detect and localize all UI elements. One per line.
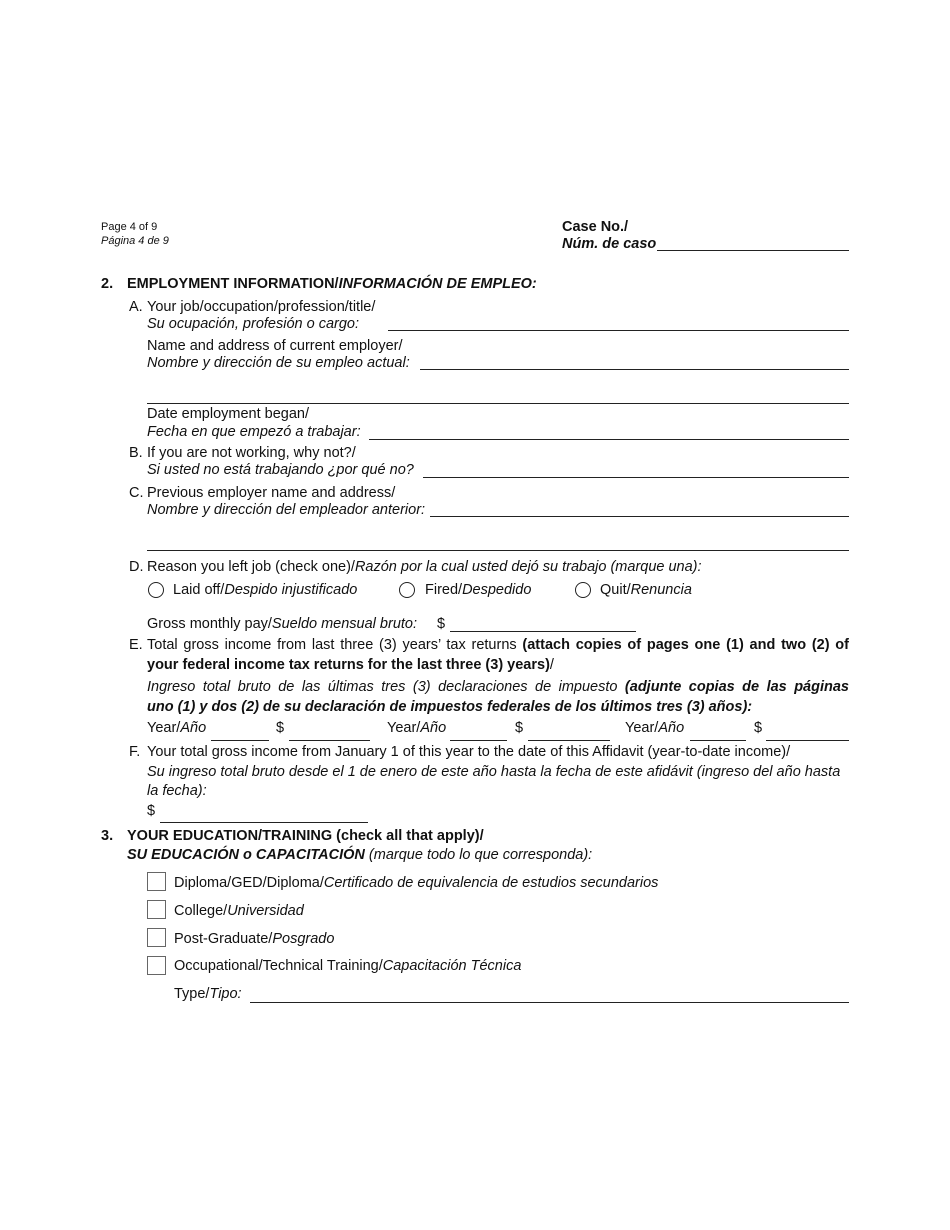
case-number-label-en: Case No./ xyxy=(562,219,629,235)
previous-employer-label-en: Previous employer name and address/ xyxy=(147,485,396,501)
section-2-title-es: INFORMACIÓN DE EMPLEO: xyxy=(338,276,537,292)
section-3-title-en: YOUR EDUCATION/TRAINING (check all that apply)/ xyxy=(127,828,484,844)
job-label-en: Your job/occupation/profession/title/ xyxy=(147,299,376,315)
tax-returns-text-en: Total gross income from last three (3) years’ tax returns xyxy=(147,637,523,653)
previous-employer-label-es: Nombre y dirección del empleador anterior: xyxy=(147,502,426,518)
ytd-income-field[interactable] xyxy=(160,822,368,823)
quit-label-en: Quit/ xyxy=(600,582,631,598)
quit-label xyxy=(600,582,692,599)
training-type-label xyxy=(174,986,242,1003)
reason-left-label xyxy=(147,559,702,576)
section-3-title-es-rest: (marque todo lo que corresponda): xyxy=(364,847,593,863)
fired-label xyxy=(425,582,531,599)
technical-training-checkbox[interactable] xyxy=(147,956,166,975)
reason-left-label-es: Razón por la cual usted dejó su trabajo (marque una): xyxy=(354,559,702,575)
fired-label-en: Fired/ xyxy=(425,582,463,598)
quit-radio[interactable] xyxy=(575,582,591,598)
post-graduate-label xyxy=(174,931,334,948)
college-label xyxy=(174,903,304,920)
item-c-letter: C. xyxy=(129,485,144,501)
fired-label-es: Despedido xyxy=(462,582,532,598)
year-2-label-es: Año xyxy=(420,720,447,736)
year-2-label xyxy=(387,720,446,737)
item-b-letter: B. xyxy=(129,445,143,461)
diploma-label-en: Diploma/GED/Diploma/ xyxy=(174,875,324,891)
diploma-label-es: Certificado de equivalencia de estudios secundarios xyxy=(323,875,659,891)
technical-training-label-es: Capacitación Técnica xyxy=(382,958,522,974)
job-label-es: Su ocupación, profesión o cargo: xyxy=(147,316,359,332)
diploma-checkbox[interactable] xyxy=(147,872,166,891)
year-3-label xyxy=(625,720,684,737)
tax-returns-line-3 xyxy=(147,677,849,697)
year-3-field[interactable] xyxy=(690,740,746,741)
job-field[interactable] xyxy=(388,330,849,331)
gross-pay-label-en: Gross monthly pay/ xyxy=(147,616,272,632)
gross-pay-dollar: $ xyxy=(437,616,446,632)
case-number-label-es: Núm. de caso xyxy=(562,236,657,252)
post-graduate-checkbox[interactable] xyxy=(147,928,166,947)
date-began-label-en: Date employment began/ xyxy=(147,406,310,422)
laid-off-radio[interactable] xyxy=(148,582,164,598)
section-2-number: 2. xyxy=(101,276,114,292)
previous-employer-field-line-1[interactable] xyxy=(430,516,849,517)
employer-field-line-2[interactable] xyxy=(147,403,849,404)
tax-returns-text-es: Ingreso total bruto de las últimas tres (3) declaraciones de impuesto xyxy=(147,679,625,695)
fired-radio[interactable] xyxy=(399,582,415,598)
year-1-label-es: Año xyxy=(180,720,207,736)
page-number-en: Page 4 of 9 xyxy=(101,221,158,233)
laid-off-label xyxy=(173,582,357,599)
training-type-label-en: Type/ xyxy=(174,986,210,1002)
employer-label-en: Name and address of current employer/ xyxy=(147,338,403,354)
ytd-income-label-en: Your total gross income from January 1 of this year to the date of this Affidavit (year-to-date income)/ xyxy=(147,744,791,760)
item-e-letter: E. xyxy=(129,637,143,653)
training-type-label-es: Tipo: xyxy=(209,986,242,1002)
technical-training-label xyxy=(174,958,521,975)
date-began-label-es: Fecha en que empezó a trabajar: xyxy=(147,424,361,440)
tax-returns-instruction-en-2: your federal income tax returns for the last three (3) years) xyxy=(147,657,550,673)
laid-off-label-es: Despido injustificado xyxy=(224,582,358,598)
employer-field-line-1[interactable] xyxy=(420,369,849,370)
post-graduate-label-en: Post-Graduate/ xyxy=(174,931,273,947)
laid-off-label-en: Laid off/ xyxy=(173,582,225,598)
year-3-amount-field[interactable] xyxy=(766,740,849,741)
college-checkbox[interactable] xyxy=(147,900,166,919)
case-number-field[interactable] xyxy=(657,250,849,251)
year-2-label-en: Year/ xyxy=(387,720,421,736)
college-label-es: Universidad xyxy=(227,903,304,919)
gross-pay-label-es: Sueldo mensual bruto: xyxy=(271,616,418,632)
tax-returns-slash: / xyxy=(549,657,554,673)
item-a-letter: A. xyxy=(129,299,143,315)
tax-returns-instruction-en: (attach copies of pages one (1) and two (2) of xyxy=(522,637,849,653)
gross-pay-field[interactable] xyxy=(450,631,636,632)
year-3-label-en: Year/ xyxy=(625,720,659,736)
ytd-income-label-es-1: Su ingreso total bruto desde el 1 de enero de este año hasta la fecha de este afidávit (ingreso del año hasta xyxy=(147,764,841,780)
employer-label-es: Nombre y dirección de su empleo actual: xyxy=(147,355,410,371)
tax-returns-line-4: uno (1) y dos (2) de su declaración de impuestos federales de los últimos tres (3) años): xyxy=(147,699,753,715)
tax-returns-line-2 xyxy=(147,657,554,674)
year-3-dollar: $ xyxy=(754,720,763,736)
reason-left-label-en: Reason you left job (check one)/ xyxy=(147,559,355,575)
item-f-letter: F. xyxy=(129,744,141,760)
diploma-label xyxy=(174,875,658,892)
section-2-title-en: EMPLOYMENT INFORMATION/ xyxy=(127,276,339,292)
year-3-label-es: Año xyxy=(658,720,685,736)
ytd-income-dollar: $ xyxy=(147,803,156,819)
year-2-dollar: $ xyxy=(515,720,524,736)
section-3-title-es-bold: SU EDUCACIÓN o CAPACITACIÓN xyxy=(127,847,365,863)
tax-returns-instruction-es: (adjunte copias de las páginas xyxy=(624,679,849,695)
post-graduate-label-es: Posgrado xyxy=(272,931,335,947)
college-label-en: College/ xyxy=(174,903,228,919)
year-1-amount-field[interactable] xyxy=(289,740,370,741)
technical-training-label-en: Occupational/Technical Training/ xyxy=(174,958,383,974)
not-working-label-en: If you are not working, why not?/ xyxy=(147,445,356,461)
ytd-income-label-es-2: la fecha): xyxy=(147,783,207,799)
gross-pay-label xyxy=(147,616,417,633)
section-3-number: 3. xyxy=(101,828,114,844)
year-2-amount-field[interactable] xyxy=(528,740,610,741)
training-type-field[interactable] xyxy=(250,1002,849,1003)
item-d-letter: D. xyxy=(129,559,144,575)
year-1-dollar: $ xyxy=(276,720,285,736)
quit-label-es: Renuncia xyxy=(630,582,692,598)
date-began-field[interactable] xyxy=(369,439,849,440)
page-number-es: Página 4 de 9 xyxy=(101,235,169,247)
year-1-field[interactable] xyxy=(211,740,269,741)
year-1-label xyxy=(147,720,206,737)
year-1-label-en: Year/ xyxy=(147,720,181,736)
not-working-label-es: Si usted no está trabajando ¿por qué no? xyxy=(147,462,414,478)
tax-returns-line-1 xyxy=(147,635,849,655)
year-2-field[interactable] xyxy=(450,740,507,741)
not-working-field[interactable] xyxy=(423,477,849,478)
section-2-title xyxy=(127,276,537,293)
section-3-title-es xyxy=(127,847,592,864)
previous-employer-field-line-2[interactable] xyxy=(147,550,849,551)
